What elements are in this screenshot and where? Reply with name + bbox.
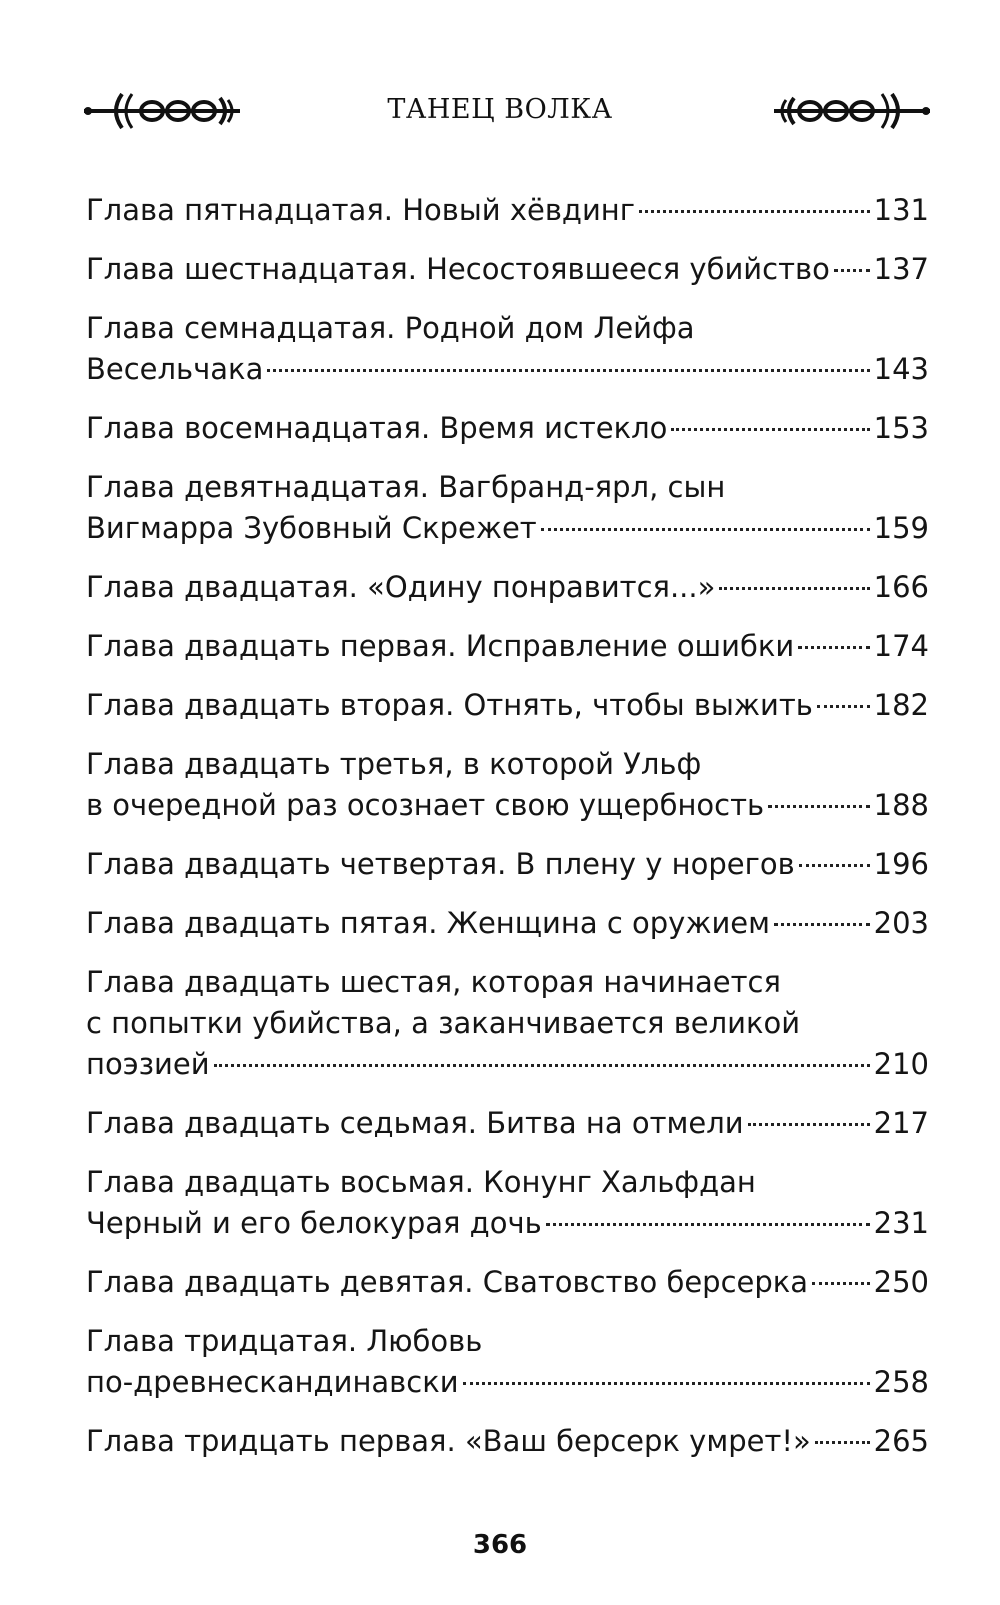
toc-page-number: 265 (873, 1424, 929, 1458)
toc-entry-title-line: Черный и его белокурая дочь (86, 1206, 542, 1240)
toc-entry[interactable] (86, 190, 929, 231)
toc-page-number: 131 (873, 193, 929, 227)
toc-entry-line (86, 408, 929, 449)
dot-leader (546, 1223, 870, 1226)
toc-page-number: 217 (873, 1106, 929, 1140)
toc-entry-line (86, 1421, 929, 1462)
toc-entry-title-line: Глава тридцатая. Любовь (86, 1324, 483, 1358)
toc-entry[interactable] (86, 408, 929, 449)
toc-entry-title-line: Глава восемнадцатая. Время истекло (86, 411, 668, 445)
toc-entry-title-line: Глава двадцатая. «Одину понравится...» (86, 570, 716, 604)
toc-entry[interactable] (86, 626, 929, 667)
toc-entry-title-line: с попытки убийства, а заканчивается великой (86, 1006, 801, 1040)
dot-leader (812, 1282, 870, 1285)
page-number: 366 (472, 1530, 528, 1560)
toc-entry-line (86, 567, 929, 608)
toc-entry[interactable] (86, 1103, 929, 1144)
toc-entry-title-line: Глава двадцать вторая. Отнять, чтобы выжить (86, 688, 813, 722)
dot-leader (748, 1123, 870, 1126)
toc-entry-title-line: Глава пятнадцатая. Новый хёвдинг (86, 193, 636, 227)
toc-page-number: 258 (873, 1365, 929, 1399)
toc-entry[interactable] (86, 249, 929, 290)
toc-entry[interactable] (86, 685, 929, 726)
table-of-contents (86, 190, 929, 1480)
toc-entry-title-line: Вигмарра Зубовный Скрежет (86, 511, 537, 545)
toc-entry-title-line: Глава двадцать четвертая. В плену у норегов (86, 847, 795, 881)
toc-page-number: 250 (873, 1265, 929, 1299)
toc-page-number: 153 (873, 411, 929, 445)
toc-page-number: 203 (873, 906, 929, 940)
toc-entry-line (86, 1362, 929, 1403)
dot-leader (798, 646, 869, 649)
dot-leader (815, 1441, 870, 1444)
toc-entry-title-line: Глава двадцать третья, в которой Ульф (86, 747, 702, 781)
toc-entry-line (86, 903, 929, 944)
toc-entry-line (86, 785, 929, 826)
toc-entry-line (86, 508, 929, 549)
toc-entry-line (86, 1262, 929, 1303)
toc-entry-title-line: Глава тридцать первая. «Ваш берсерк умрет!» (86, 1424, 811, 1458)
toc-page-number: 174 (873, 629, 929, 663)
dot-leader (463, 1382, 870, 1385)
toc-entry-line (86, 1203, 929, 1244)
dot-leader (671, 428, 869, 431)
toc-entry[interactable] (86, 744, 929, 826)
toc-entry-line (86, 1044, 929, 1085)
dot-leader (799, 864, 870, 867)
dot-leader (214, 1064, 870, 1067)
toc-page-number: 137 (873, 252, 929, 286)
toc-entry-title-line: Глава двадцать шестая, которая начинается (86, 965, 781, 999)
running-header (0, 88, 1000, 134)
toc-entry-title-line: Глава девятнадцатая. Вагбранд-ярл, сын (86, 470, 726, 504)
toc-entry-title-line: Глава двадцать седьмая. Битва на отмели (86, 1106, 744, 1140)
toc-entry[interactable] (86, 962, 929, 1085)
toc-page-number: 182 (873, 688, 929, 722)
toc-entry[interactable] (86, 1421, 929, 1462)
toc-page-number: 196 (873, 847, 929, 881)
toc-entry-title-line: Глава двадцать первая. Исправление ошибки (86, 629, 795, 663)
toc-entry[interactable] (86, 903, 929, 944)
dot-leader (267, 369, 869, 372)
toc-entry-title-line: Глава двадцать восьмая. Конунг Хальфдан (86, 1165, 756, 1199)
dot-leader (639, 210, 870, 213)
dot-leader (768, 805, 870, 808)
toc-page-number: 159 (873, 511, 929, 545)
toc-page-number: 188 (873, 788, 929, 822)
dot-leader (541, 528, 870, 531)
toc-entry-line (86, 626, 929, 667)
toc-entry-title-line: в очередной раз осознает свою ущербность (86, 788, 765, 822)
dot-leader (774, 923, 870, 926)
toc-entry[interactable] (86, 1162, 929, 1244)
toc-entry-title-line: Глава шестнадцатая. Несостоявшееся убийство (86, 252, 830, 286)
toc-page-number: 210 (873, 1047, 929, 1081)
toc-entry[interactable] (86, 844, 929, 885)
toc-page-number: 231 (873, 1206, 929, 1240)
toc-page-number: 166 (873, 570, 929, 604)
toc-entry-line (86, 1103, 929, 1144)
ornament-icon (772, 88, 932, 134)
running-title: ТАНЕЦ ВОЛКА (387, 94, 613, 125)
toc-entry-line (86, 844, 929, 885)
dot-leader (817, 705, 870, 708)
toc-entry-title-line: Глава двадцать пятая. Женщина с оружием (86, 906, 771, 940)
toc-page-number: 143 (873, 352, 929, 386)
toc-entry-title-line: по-древнескандинавски (86, 1365, 459, 1399)
toc-entry-title-line: поэзией (86, 1047, 210, 1081)
dot-leader (719, 587, 869, 590)
toc-entry-line (86, 685, 929, 726)
toc-entry[interactable] (86, 308, 929, 390)
toc-entry-line (86, 249, 929, 290)
toc-entry-line (86, 190, 929, 231)
toc-entry-title-line: Глава двадцать девятая. Сватовство берсерка (86, 1265, 809, 1299)
toc-entry[interactable] (86, 467, 929, 549)
toc-entry-title-line: Глава семнадцатая. Родной дом Лейфа (86, 311, 695, 345)
toc-entry-line (86, 349, 929, 390)
toc-entry[interactable] (86, 1262, 929, 1303)
toc-entry[interactable] (86, 1321, 929, 1403)
toc-entry[interactable] (86, 567, 929, 608)
dot-leader (834, 269, 870, 272)
toc-entry-title-line: Весельчака (86, 352, 264, 386)
